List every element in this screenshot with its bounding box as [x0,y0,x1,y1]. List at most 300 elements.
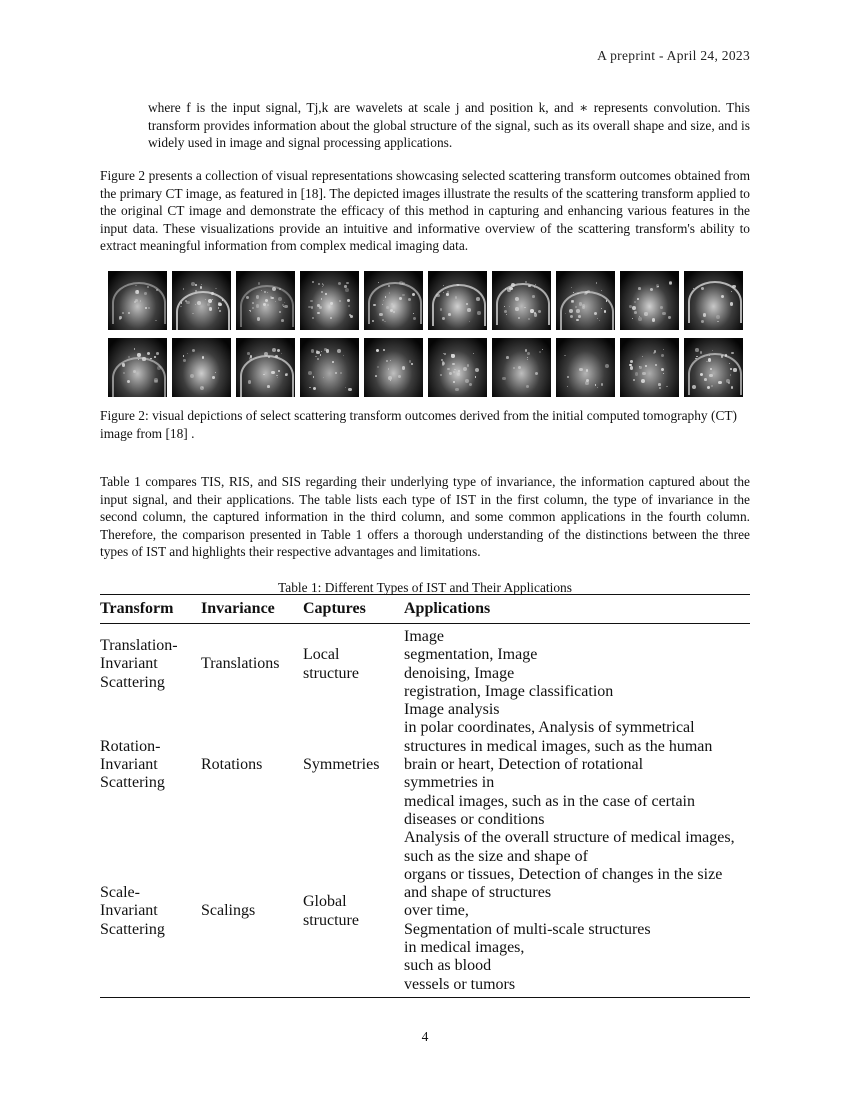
ct-speckle [311,349,314,352]
ct-scattering-thumbnail [172,338,231,397]
ct-speckle [317,312,319,314]
ct-speckle [202,356,205,359]
ct-speckle [638,287,641,290]
ct-speckle [270,296,273,299]
ct-speckle [597,387,598,388]
ct-speckle [147,352,150,355]
ct-speckle [122,363,125,366]
ct-speckle [278,370,280,372]
cell-applications [404,701,750,829]
ct-speckle [467,364,469,366]
ct-speckle [571,287,573,289]
table-header-row [100,595,750,624]
cell-line: Scalings [201,902,256,920]
ct-scattering-thumbnail [620,338,679,397]
ct-speckle [453,371,455,373]
ct-speckle [256,304,259,307]
ct-speckle [726,379,730,383]
ct-speckle [663,349,664,350]
ct-speckle [211,292,214,295]
cell-line: Scattering [100,673,165,691]
table-row [100,628,750,701]
ct-speckle [539,351,541,353]
ct-speckle [249,357,252,360]
ct-speckle [181,302,182,303]
ct-speckle [630,366,633,369]
ct-speckle [264,352,268,356]
cell-line: Scattering [100,774,165,792]
cell-line: structure [303,664,359,682]
ct-speckle [133,370,136,373]
ct-speckle [513,367,516,370]
ct-speckle [442,363,445,366]
ct-speckle [219,310,221,312]
ct-scattering-thumbnail [620,271,679,330]
ct-speckle [595,384,596,385]
ct-speckle [475,368,479,372]
cell-transform [100,738,201,793]
ct-speckle [446,293,448,295]
cell-line: registration, Image classification [404,682,614,700]
figure-2-caption: Figure 2: visual depictions of select scattering transform outcomes derived from the initial computed tomography (CT) image from [18] . [100,408,738,441]
ct-speckle [195,290,197,292]
cell-captures [303,893,404,930]
ct-speckle [348,388,352,392]
ct-speckle [638,317,642,321]
ct-speckle [128,356,129,357]
header-transform: Transform [100,599,174,617]
ct-speckle [659,387,661,389]
ct-speckle [281,353,282,354]
cell-line: Rotation- [100,737,161,755]
ct-speckle [325,293,326,294]
ct-scattering-thumbnail [364,271,423,330]
ct-speckle [718,381,721,384]
ct-speckle [569,309,573,313]
header-applications: Applications [404,599,491,617]
cell-line: structures in medical images, such as the human [404,737,713,755]
ct-speckle [564,355,566,357]
ct-speckle [134,348,135,349]
ct-speckle [692,385,696,389]
header-captures: Captures [303,599,366,617]
ct-speckle [145,307,147,309]
ct-speckle [222,299,223,300]
cell-line: diseases or conditions [404,810,545,828]
ct-speckle [518,366,521,369]
ct-speckle [315,356,316,357]
ct-speckle [272,287,276,291]
cell-line: Global [303,893,347,911]
ct-scattering-thumbnail [364,338,423,397]
ct-speckle [278,297,282,301]
ct-speckle [454,369,455,370]
cell-line: Invariant [100,655,158,673]
ct-speckle [653,352,655,354]
ct-speckle [388,368,389,369]
ct-speckle [183,359,186,362]
ct-speckle [576,309,580,313]
ct-speckle [215,372,217,374]
ct-speckle [318,283,320,285]
ct-speckle [218,307,219,308]
ct-speckle [650,288,653,291]
cell-line: Local [303,646,340,664]
ct-speckle [662,312,666,316]
ct-speckle [313,376,315,378]
ct-speckle [324,348,326,350]
ct-speckle [601,290,602,291]
ct-speckle [633,379,635,381]
ct-speckle [704,378,707,381]
ct-speckle [140,300,141,301]
ct-speckle [197,301,201,305]
ct-speckle [344,285,346,287]
cell-line: Symmetries [303,756,380,774]
ct-speckle [542,349,543,350]
ct-speckle [528,318,530,320]
ct-speckle [389,292,390,293]
ct-speckle [710,368,712,370]
ct-speckle [346,282,349,285]
ct-speckle [444,353,446,355]
ct-speckle [604,310,606,312]
cell-line: in polar coordinates, Analysis of symmetrical [404,719,695,737]
ct-speckle [527,359,528,360]
cell-line: structure [303,911,359,929]
ct-speckle [535,372,538,375]
header-invariance: Invariance [201,599,275,617]
ct-body-outline [432,284,486,326]
ct-scattering-thumbnail [236,271,295,330]
cell-captures [303,756,404,774]
ct-speckle [712,350,714,352]
ct-speckle [447,368,450,371]
ct-speckle [323,284,324,285]
ct-speckle [187,353,188,354]
cell-applications [404,628,750,701]
ct-speckle [596,282,598,284]
cell-line: Invariant [100,756,158,774]
cell-line: Translation- [100,637,178,655]
ct-speckle [398,375,401,378]
ct-speckle [655,364,657,366]
ct-speckle [339,300,341,302]
ct-speckle [347,299,350,302]
ct-speckle [585,381,589,385]
ct-speckle [645,365,647,367]
ct-speckle [477,311,480,314]
cell-line: segmentation, Image [404,646,538,664]
ct-speckle [644,312,647,315]
ct-speckle [575,306,577,308]
ct-speckle [150,358,151,359]
ct-speckle [455,388,459,392]
ct-speckle [634,311,637,314]
ct-scattering-thumbnail [236,338,295,397]
ct-speckle [641,379,645,383]
ct-speckle [319,306,322,309]
ct-speckle [343,355,344,356]
ct-speckle [335,372,337,374]
ct-speckle [310,300,313,303]
cell-line: Scattering [100,920,165,938]
ct-speckle [345,288,349,292]
ct-scattering-thumbnail [300,338,359,397]
ct-scattering-thumbnail [556,271,615,330]
ct-speckle [313,387,316,390]
cell-line: denoising, Image [404,664,515,682]
ct-speckle [507,288,511,292]
ct-speckle [252,302,254,304]
ct-speckle [455,296,457,298]
ct-speckle [338,282,341,285]
ct-speckle [731,352,733,354]
ct-speckle [321,291,323,293]
ct-speckle [277,349,280,352]
ct-speckle [264,291,265,292]
ct-speckle [594,312,597,315]
ct-speckle [147,286,149,288]
ct-speckle [402,282,405,285]
ct-speckle [661,354,664,357]
ct-speckle [635,372,638,375]
ct-speckle [279,311,281,313]
ct-speckle [212,376,215,379]
ct-speckle [452,363,454,365]
ct-speckle [509,306,510,307]
ct-speckle [586,379,589,382]
ct-speckle [183,355,185,357]
ct-speckle [532,295,535,298]
cell-line: Image analysis [404,701,500,719]
ct-speckle [275,355,278,358]
cell-line: in medical images, [404,939,525,957]
ct-speckle [348,305,350,307]
ct-speckle [375,375,377,377]
cell-line: Scale- [100,884,140,902]
ct-speckle [515,297,519,301]
ct-speckle [156,352,159,355]
ct-scattering-thumbnail [492,338,551,397]
ct-speckle [733,368,736,371]
ct-speckle [467,308,471,312]
ct-speckle [725,354,727,356]
ct-speckle [350,315,354,319]
ct-speckle [632,306,636,310]
ct-speckle [630,360,633,363]
ct-speckle [721,355,723,357]
ct-speckle [195,284,197,286]
ct-speckle [518,317,520,319]
cell-applications [404,829,750,994]
ct-speckle [345,387,346,388]
cell-line: medical images, such as in the case of certain [404,792,695,810]
ct-speckle [586,369,589,372]
ct-speckle [311,306,314,309]
table-row [100,829,750,994]
ct-speckle [399,297,402,300]
ct-speckle [527,352,530,355]
ct-speckle [473,353,474,354]
cell-invariance [201,655,303,673]
paragraph-table-intro: Table 1 compares TIS, RIS, and SIS regarding their underlying type of invariance, the information captured about the input signal, and their applications. The table lists each type of IST in the first column, the type of invariance in the second column, the captured information in the third column, and some common applications in the fourth column. Therefore, the comparison presented in Table 1 offers a thorough understanding of the distinctions between the three types of IST and highlights their respective advantages and limitations. [100,474,750,560]
ct-speckle [601,383,604,386]
ct-speckle [379,313,382,316]
ct-speckle [642,372,645,375]
ct-speckle [137,353,140,356]
ct-speckle [413,317,416,320]
cell-line: vessels or tumors [404,975,516,993]
ct-scattering-thumbnail [684,338,743,397]
ct-scattering-thumbnail [108,271,167,330]
ct-speckle [506,356,509,359]
ct-speckle [154,378,158,382]
ct-speckle [382,304,383,305]
cell-line: symmetries in [404,774,495,792]
ct-speckle [322,286,323,287]
ct-scattering-thumbnail [300,271,359,330]
ct-speckle [502,377,505,380]
ct-speckle [192,349,196,353]
ct-speckle [272,348,276,352]
cell-line: over time, [404,902,469,920]
running-header: A preprint - April 24, 2023 [597,48,750,63]
ct-speckle [323,377,324,378]
paragraph-figure-intro: Figure 2 presents a collection of visual representations showcasing selected scattering transform outcomes obtained from the primary CT image, as featured in [18]. The depicted images illustrate the results of the scattering transform applied to the original CT image and demonstrate the efficacy of this method in capturing and enhancing various features in the input data. These visualizations provide an intuitive and informative overview of the scattering transform's ability to extract meaningful information from complex medical imaging data. [100,168,750,254]
ct-speckle [652,318,655,321]
ct-scattering-thumbnail [492,271,551,330]
table-body [100,624,750,997]
ct-speckle [634,301,636,303]
ct-speckle [443,285,444,286]
ct-scattering-thumbnail [172,271,231,330]
ct-speckle [320,354,322,356]
ct-speckle [524,307,525,308]
ct-speckle [526,385,529,388]
ct-speckle [605,364,609,368]
ct-speckle [668,316,670,318]
ct-speckle [312,317,314,319]
ct-speckle [390,380,391,381]
ct-body-outline [176,291,230,330]
ct-speckle [248,380,252,384]
ct-speckle [447,291,449,293]
table-1 [100,594,750,998]
ct-speckle [402,366,406,370]
ct-speckle [321,298,322,299]
cell-line: Image [404,628,444,645]
ct-speckle [383,349,385,351]
table-row [100,701,750,829]
ct-speckle [567,376,569,378]
ct-speckle [567,386,568,387]
ct-speckle [281,319,284,322]
ct-speckle [200,386,204,390]
ct-speckle [183,288,184,289]
cell-line: Invariant [100,902,158,920]
ct-speckle [469,383,472,386]
ct-speckle [376,349,379,352]
ct-speckle [476,297,480,301]
cell-line: Translations [201,655,280,673]
ct-speckle [475,376,476,377]
ct-speckle [312,281,314,283]
ct-speckle [258,282,261,285]
ct-speckle [308,371,312,375]
cell-line: brain or heart, Detection of rotational [404,756,644,774]
ct-speckle [565,313,566,314]
ct-speckle [155,320,156,321]
ct-speckle [321,351,322,352]
ct-scattering-thumbnail [428,271,487,330]
ct-scattering-thumbnail [684,271,743,330]
ct-speckle [135,285,137,287]
ct-speckle [669,282,672,285]
ct-speckle [154,356,156,358]
ct-speckle [637,298,639,300]
ct-speckle [390,360,391,361]
ct-speckle [218,303,221,306]
ct-scattering-thumbnail [556,338,615,397]
ct-speckle [215,288,217,290]
ct-speckle [700,351,702,353]
ct-speckle [200,286,203,289]
ct-speckle [144,292,147,295]
ct-speckle [440,374,443,377]
ct-speckle [449,372,452,375]
ct-speckle [377,366,379,368]
ct-speckle [525,281,527,283]
cell-line: such as the size and shape of [404,847,588,865]
ct-speckle [642,356,643,357]
ct-speckle [577,293,578,294]
cell-invariance [201,756,303,774]
ct-speckle [309,387,310,388]
cell-line: Rotations [201,756,263,774]
ct-speckle [267,385,270,388]
ct-speckle [373,304,375,306]
cell-line: and shape of structures [404,884,552,902]
paragraph-wavelet-definition: where f is the input signal, Tj,k are wavelets at scale j and position k, and ∗ represents convolution. This transform provides information about the global structure of the signal, such as its overall shape and size, and is widely used in image and signal processing applications. [148,100,750,151]
cell-line: Segmentation of multi-scale structures [404,920,651,938]
ct-speckle [340,372,342,374]
ct-speckle [730,302,733,305]
ct-speckle [660,306,663,309]
ct-speckle [458,372,460,374]
ct-speckle [695,348,699,352]
ct-speckle [573,292,574,293]
table-1-caption: Table 1: Different Types of IST and Their Applications [278,580,572,595]
ct-speckle [711,385,712,386]
cell-transform [100,884,201,939]
ct-speckle [708,358,711,361]
ct-speckle [442,361,443,362]
cell-captures [303,646,404,683]
ct-speckle [330,302,332,304]
ct-speckle [250,310,252,312]
ct-speckle [157,366,161,370]
ct-scattering-thumbnail [108,338,167,397]
ct-speckle [658,383,661,386]
ct-speckle [701,320,704,323]
cell-line: organs or tissues, Detection of changes in the size [404,865,723,883]
ct-speckle [661,368,664,371]
ct-speckle [453,381,455,383]
ct-speckle [463,367,467,371]
figure-2-ct-scattering-grid [108,271,744,397]
cell-line: Analysis of the overall structure of medical images, [404,829,735,847]
